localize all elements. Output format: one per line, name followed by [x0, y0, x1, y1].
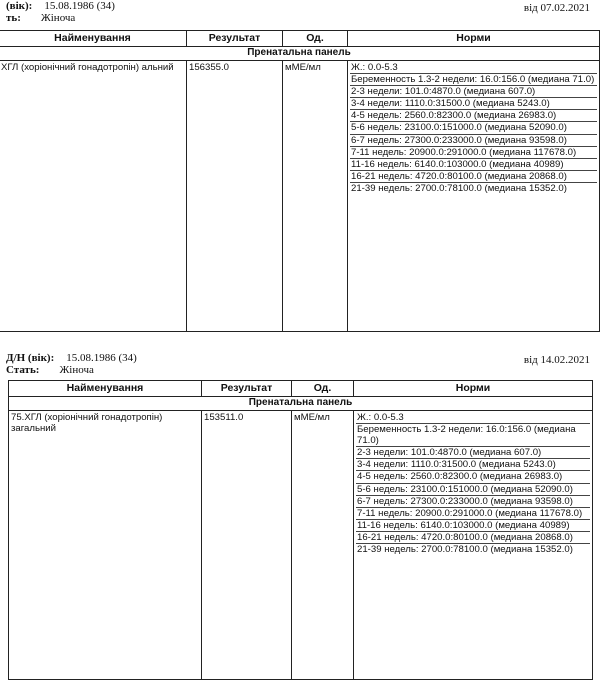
- table-row: [0, 61, 600, 332]
- col-unit-header: Од.: [292, 381, 354, 397]
- norm-line: 7-11 недель: 20900.0:291000.0 (медиана 117678.0): [350, 147, 597, 159]
- col-name-header: Найменування: [9, 381, 202, 397]
- dob-value: 15.08.1986 (34): [66, 352, 137, 364]
- table-header-row: [0, 31, 600, 47]
- sex-value: Жіноча: [40, 12, 76, 24]
- report-header: [0, 0, 600, 26]
- norm-line: 11-16 недель: 6140.0:103000.0 (медиана 40989): [350, 159, 597, 171]
- test-norms: [354, 411, 593, 680]
- table-row: [9, 411, 593, 680]
- col-norms-header: Норми: [348, 31, 600, 47]
- norm-line: 3-4 недели: 1110.0:31500.0 (медиана 5243.0): [356, 459, 590, 471]
- lab-report-1: [0, 0, 600, 194]
- norm-line: 3-4 недели: 1110.0:31500.0 (медиана 5243.0): [350, 98, 597, 110]
- test-unit: мМЕ/мл: [292, 411, 354, 680]
- norm-line: 4-5 недель: 2560.0:82300.0 (медиана 26983.0): [356, 471, 590, 483]
- section-title: Пренатальна панель: [0, 47, 600, 61]
- test-unit: мМЕ/мл: [283, 61, 348, 332]
- col-norms-header: Норми: [354, 381, 593, 397]
- col-name-header: Найменування: [0, 31, 187, 47]
- test-result: 153511.0: [202, 411, 292, 680]
- test-norms: [348, 61, 600, 332]
- norm-line: Беременность 1.3-2 недели: 16.0:156.0 (медиана 71.0): [350, 74, 597, 86]
- sex-value: Жіноча: [59, 364, 94, 376]
- section-row: [9, 397, 593, 411]
- norm-line: 6-7 недель: 27300.0:233000.0 (медиана 93598.0): [356, 496, 590, 508]
- norm-line: 7-11 недель: 20900.0:291000.0 (медиана 117678.0): [356, 508, 590, 520]
- norm-line: 21-39 недель: 2700.0:78100.0 (медиана 15352.0): [351, 182, 567, 194]
- norm-line: 16-21 недель: 4720.0:80100.0 (медиана 20868.0): [350, 171, 597, 183]
- col-unit-header: Од.: [283, 31, 348, 47]
- table-header-row: [9, 381, 593, 397]
- norm-line: 21-39 недель: 2700.0:78100.0 (медиана 15352.0): [357, 544, 573, 556]
- norm-line: 2-3 недели: 101.0:4870.0 (медиана 607.0): [350, 86, 597, 98]
- norm-line: 2-3 недели: 101.0:4870.0 (медиана 607.0): [356, 447, 590, 459]
- section-row: [0, 47, 600, 61]
- col-result-header: Результат: [202, 381, 292, 397]
- norm-line: 4-5 недель: 2560.0:82300.0 (медиана 26983.0): [350, 110, 597, 122]
- report-date: від 07.02.2021: [523, 2, 590, 14]
- norm-line: 11-16 недель: 6140.0:103000.0 (медиана 40989): [356, 520, 590, 532]
- lab-report-2: [0, 352, 600, 556]
- norm-line: 16-21 недель: 4720.0:80100.0 (медиана 20868.0): [356, 532, 590, 544]
- norm-line: 6-7 недель: 27300.0:233000.0 (медиана 93598.0): [350, 135, 597, 147]
- results-table: [8, 380, 593, 680]
- sex-label: ть:: [6, 12, 21, 24]
- norm-line: Ж.: 0.0-5.3: [356, 412, 590, 424]
- report-header: [0, 352, 600, 378]
- report-date: від 14.02.2021: [523, 354, 590, 366]
- section-title: Пренатальна панель: [9, 397, 593, 411]
- norm-line: Ж.: 0.0-5.3: [350, 62, 597, 74]
- dob-label: Д/Н (вік):: [6, 352, 55, 364]
- norm-line: Беременность 1.3-2 недели: 16.0:156.0 (медиана 71.0): [356, 424, 590, 447]
- test-name: 75.ХГЛ (хоріонічний гонадотропін) загальний: [9, 411, 202, 680]
- dob-value: 15.08.1986 (34): [44, 0, 115, 12]
- test-result: 156355.0: [187, 61, 283, 332]
- results-table: [0, 30, 600, 332]
- sex-label: Стать:: [6, 364, 40, 376]
- norm-line: 5-6 недель: 23100.0:151000.0 (медиана 52090.0): [350, 122, 597, 134]
- dob-label: (вік):: [6, 0, 33, 12]
- test-name: ХГЛ (хоріонічний гонадотропін) альний: [0, 61, 187, 332]
- col-result-header: Результат: [187, 31, 283, 47]
- norm-line: 5-6 недель: 23100.0:151000.0 (медиана 52090.0): [356, 484, 590, 496]
